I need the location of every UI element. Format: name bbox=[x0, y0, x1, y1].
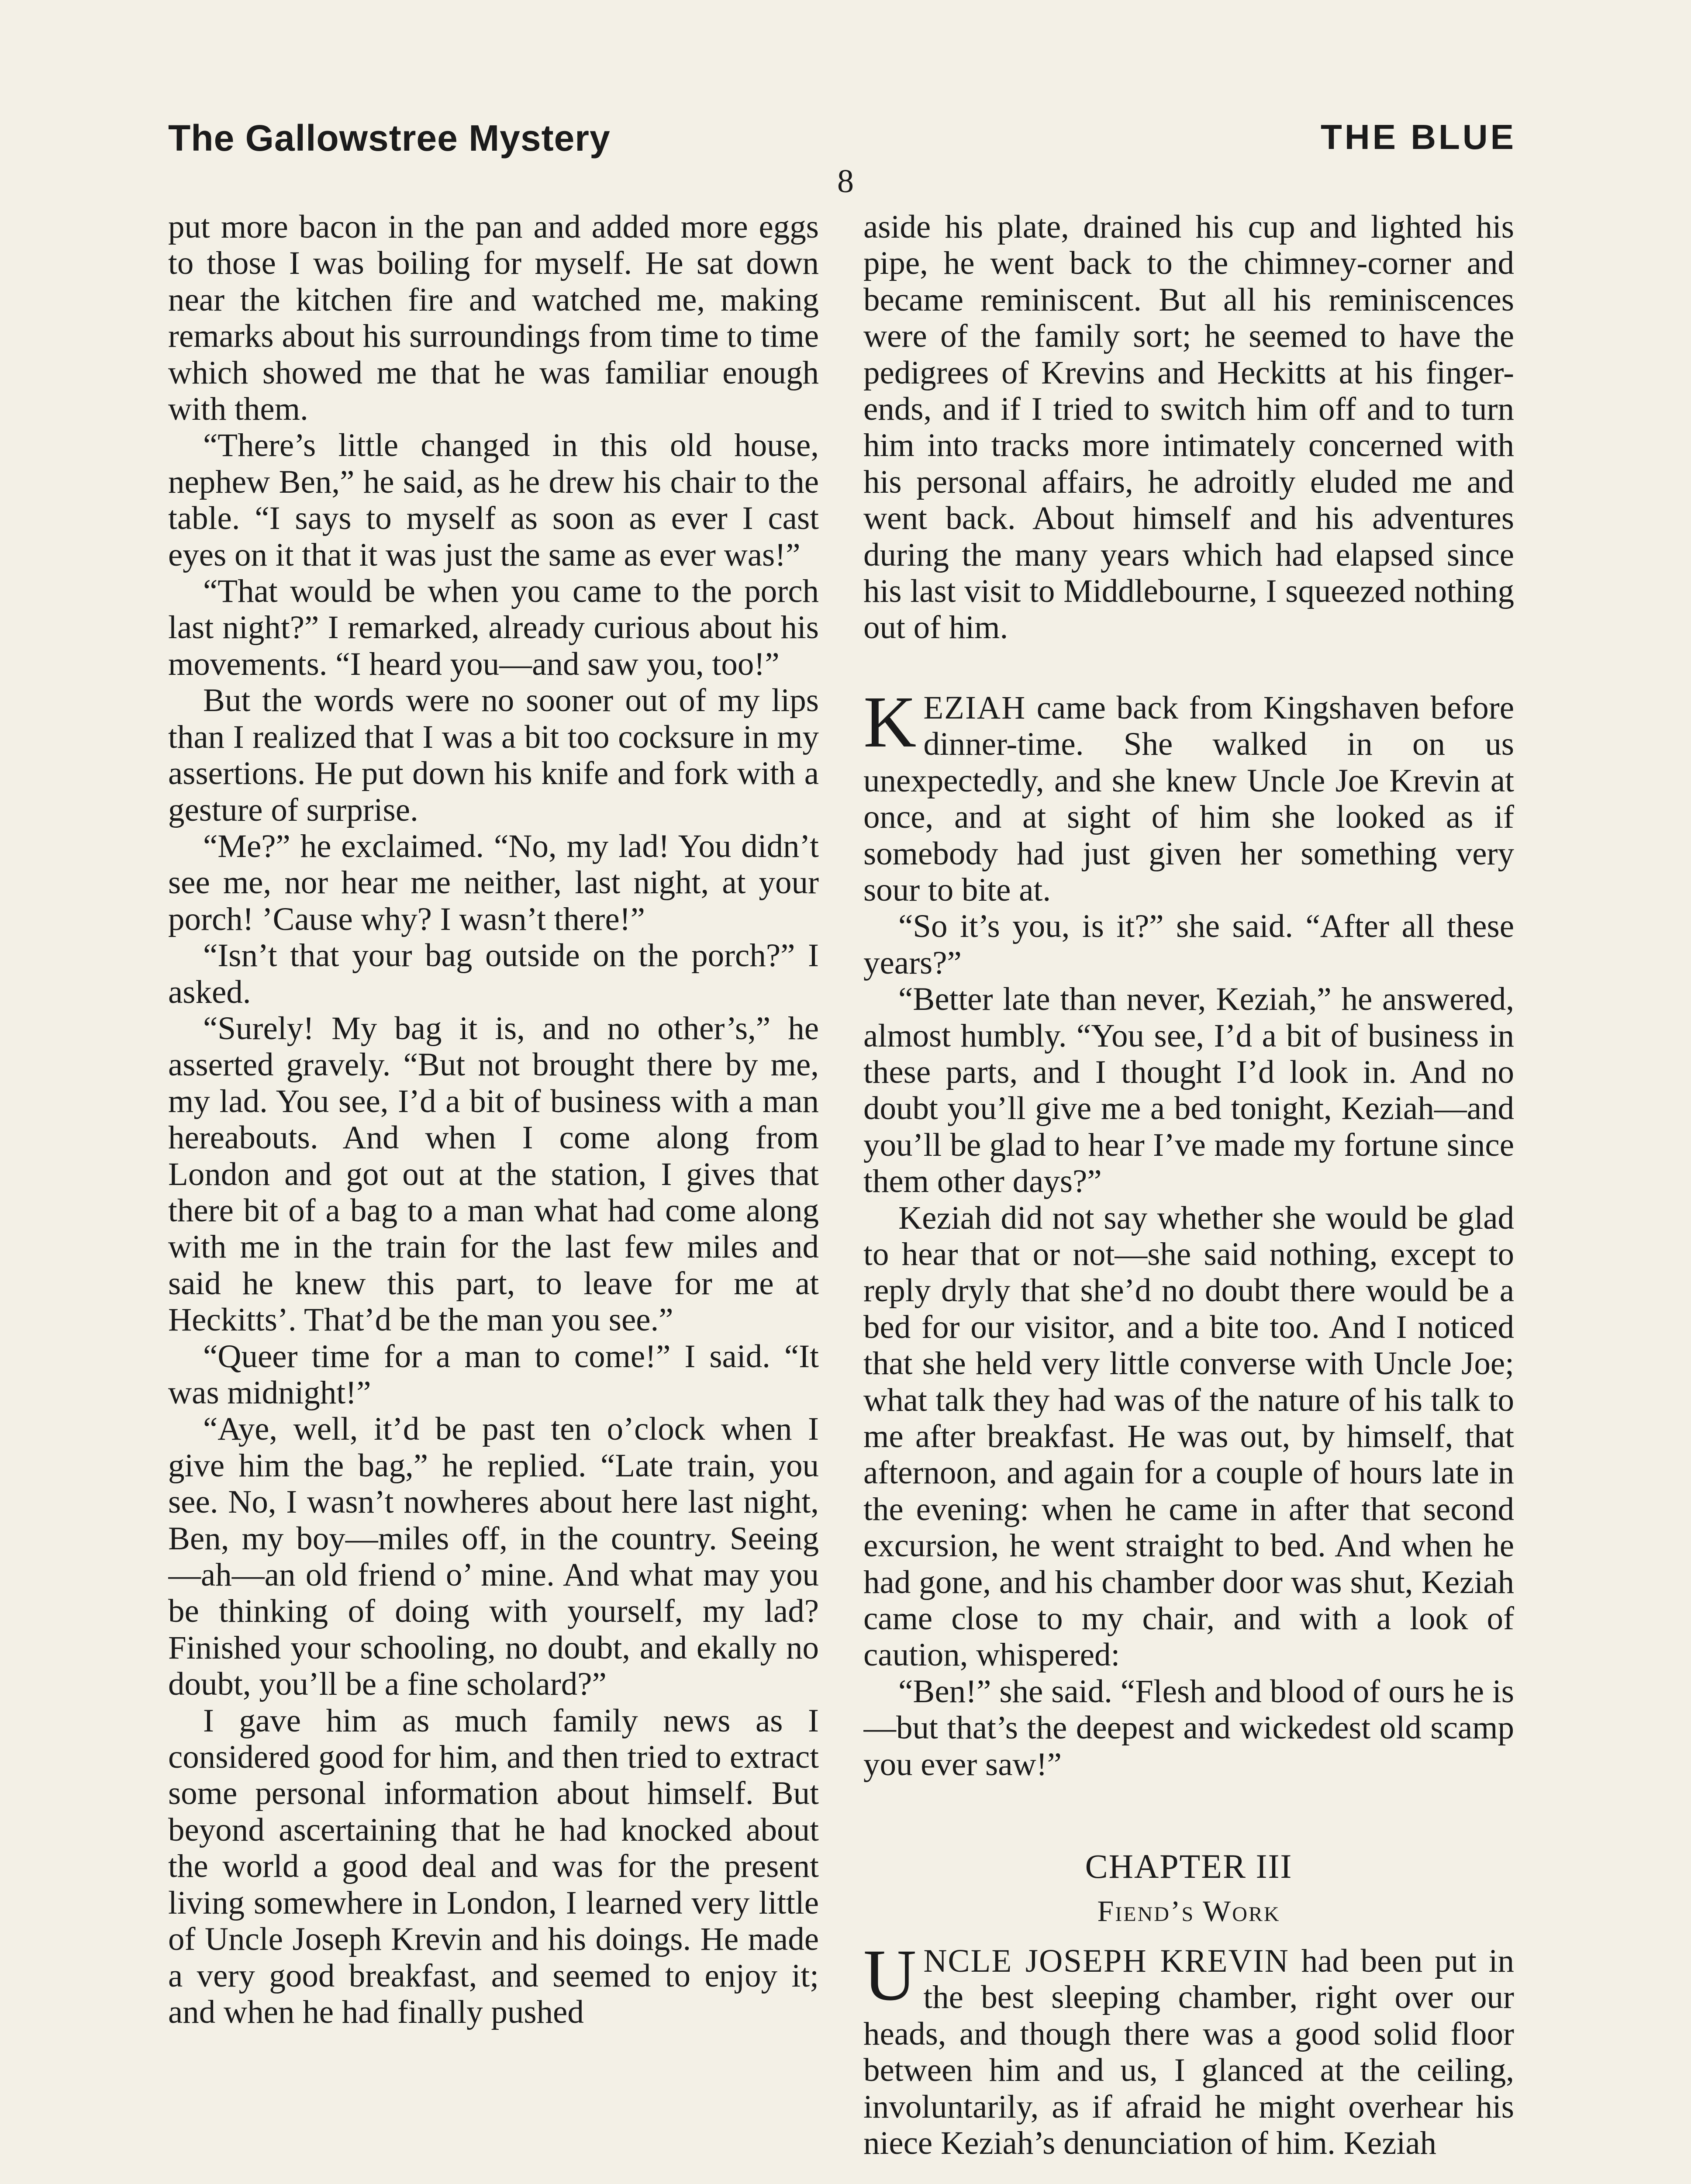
paragraph: “Queer time for a man to come!” I said. “It was midnight!” bbox=[168, 1338, 819, 1411]
chapter-title: CHAPTER III bbox=[1085, 1847, 1293, 1886]
paragraph: “Surely! My bag it is, and no other’s,” he asserted gravely. “But not brought there by me, my lad. You see, I’d a bit of business with a man hereabouts. And when I come along from London and got out at the station, I gives that there bit of a bag to a man what had come along with me in the train for the last few miles and said he knew this part, to leave for me at Heckitts’. That’d be the man you see.” bbox=[168, 1010, 819, 1338]
section-break bbox=[863, 646, 1514, 690]
drop-cap: U bbox=[863, 1934, 917, 2016]
paragraph: I gave him as much family news as I considered good for him, and then tried to extract some personal information about himself. But beyond ascertaining that he had knocked about the world a good deal and was for the present living somewhere in London, I learned very little of Uncle Joseph Krevin and his doings. He made a very good breakfast, and seemed to enjoy it; and when he had finally pushed bbox=[168, 1702, 819, 2030]
left-column bbox=[168, 209, 819, 2184]
paragraph: “That would be when you came to the porch last night?” I remarked, already curious about his movements. “I heard you—and saw you, too!” bbox=[168, 573, 819, 682]
drop-cap: K bbox=[863, 681, 917, 763]
paragraph: “Me?” he exclaimed. “No, my lad! You didn’t see me, nor hear me neither, last night, at your porch! ’Cause why? I wasn’t there!” bbox=[168, 828, 819, 937]
running-title: The Gallowstree Mystery bbox=[168, 117, 611, 159]
paragraph: “Ben!” she said. “Flesh and blood of ours he is—but that’s the deepest and wickedest old scamp you ever saw!” bbox=[863, 1673, 1514, 1783]
page-number: 8 bbox=[837, 163, 854, 200]
paragraph: “Isn’t that your bag outside on the porch?” I asked. bbox=[168, 937, 819, 1010]
chapter-subtitle: Fiend’s Work bbox=[1097, 1894, 1280, 1928]
opening-small-caps: NCLE JOSEPH KREVIN bbox=[923, 1942, 1289, 1979]
opening-text: came back from Kingshaven before dinner-time. She walked in on us unexpectedly, and she knew Uncle Joe Krevin at once, and at sight of him she looked as if somebody had just given her something very sour to bite at. bbox=[863, 689, 1514, 908]
chapter-opening-paragraph bbox=[863, 1934, 1514, 2161]
magazine-name: THE BLUE bbox=[1321, 117, 1516, 156]
paragraph: aside his plate, drained his cup and lighted his pipe, he went back to the chimney-corner and became reminiscent. But all his reminiscences were of the family sort; he seemed to have the pedigrees of Krevins and Heckitts at his finger-ends, and if I tried to switch him off and to turn him into tracks more intimately concerned with his personal affairs, he adroitly eluded me and went back. About himself and his adventures during the many years which had elapsed since his last visit to Middlebourne, I squeezed nothing out of him. bbox=[863, 209, 1514, 646]
paragraph: “So it’s you, is it?” she said. “After all these years?” bbox=[863, 908, 1514, 981]
opening-text: had been put in the best sleeping chamber, right over our heads, and though there was a good solid floor between him and us, I glanced at the ceiling, involuntarily, as if afraid he might overhear his niece Keziah’s denunciation of him. Keziah bbox=[863, 1942, 1514, 2161]
paragraph: “Better late than never, Keziah,” he answered, almost humbly. “You see, I’d a bit of business in these parts, and I thought I’d look in. And no doubt you’ll give me a bed tonight, Keziah—and you’ll be glad to hear I’ve made my fortune since them other days?” bbox=[863, 981, 1514, 1200]
paragraph: But the words were no sooner out of my lips than I realized that I was a bit too cocksure in my assertions. He put down his knife and fork with a gesture of surprise. bbox=[168, 682, 819, 828]
section-opening-paragraph bbox=[863, 681, 1514, 908]
paragraph: Keziah did not say whether she would be glad to hear that or not—she said nothing, except to reply dryly that she’d no doubt there would be a bed for our visitor, and a bite too. And I noticed that she held very little converse with Uncle Joe; what talk they had was of the nature of his talk to me after breakfast. He was out, by himself, that afternoon, and again for a couple of hours late in the evening: when he came in after that second excursion, he went straight to bed. And when he had gone, and his chamber door was shut, Keziah came close to my chair, and with a look of caution, whispered: bbox=[863, 1199, 1514, 1673]
paragraph: “Aye, well, it’d be past ten o’clock when I give him the bag,” he replied. “Late train, you see. No, I wasn’t nowheres about here last night, Ben, my boy—miles off, in the country. Seeing—ah—an old friend o’ mine. And what may you be thinking of doing with yourself, my lad? Finished your schooling, no doubt, and ekally no doubt, you’ll be a fine scholard?” bbox=[168, 1411, 819, 1703]
paragraph: “There’s little changed in this old house, nephew Ben,” he said, as he drew his chair to the table. “I says to myself as soon as ever I cast eyes on it that it was just the same as ever was!” bbox=[168, 427, 819, 573]
paragraph: put more bacon in the pan and added more eggs to those I was boiling for myself. He sat down near the kitchen fire and watched me, making remarks about his surroundings from time to time which showed me that he was familiar enough with them. bbox=[168, 209, 819, 428]
opening-small-caps: EZIAH bbox=[923, 689, 1026, 726]
right-column bbox=[863, 209, 1514, 2184]
